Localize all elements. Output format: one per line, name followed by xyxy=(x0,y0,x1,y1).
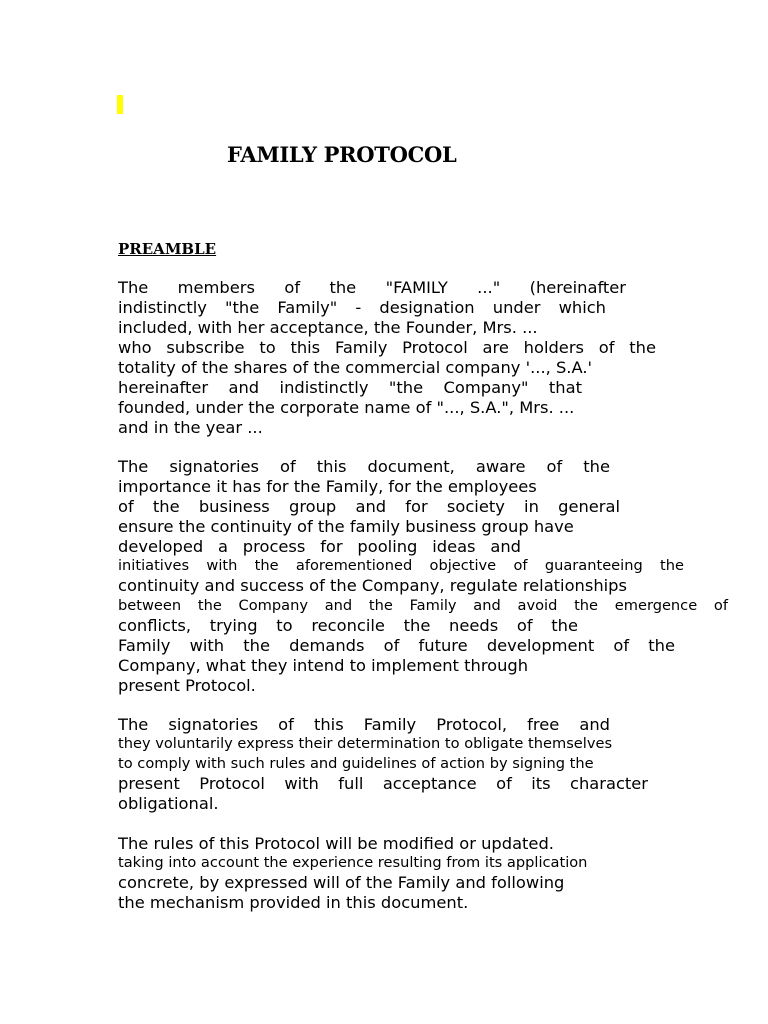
page-title: FAMILY PROTOCOL xyxy=(227,142,457,167)
body-line: and in the year ... xyxy=(118,418,263,437)
body-line: included, with her acceptance, the Founder, Mrs. ... xyxy=(118,318,538,337)
body-line: totality of the shares of the commercial company '..., S.A.' xyxy=(118,358,592,377)
body-line: to comply with such rules and guidelines of action by signing the xyxy=(118,755,594,772)
body-line: initiatives with the aforementioned objective of guaranteeing the xyxy=(118,557,684,574)
body-line: of the business group and for society in general xyxy=(118,497,620,516)
body-line: developed a process for pooling ideas and xyxy=(118,537,521,556)
body-line: indistinctly "the Family" - designation under which xyxy=(118,298,606,317)
body-line: present Protocol. xyxy=(118,676,256,695)
body-line: The rules of this Protocol will be modified or updated. xyxy=(118,834,554,853)
body-line: importance it has for the Family, for the employees xyxy=(118,477,537,496)
body-line: Family with the demands of future development of the xyxy=(118,636,675,655)
body-line: taking into account the experience resulting from its application xyxy=(118,854,588,871)
body-line: present Protocol with full acceptance of its character xyxy=(118,774,648,793)
body-line: The signatories of this document, aware of the xyxy=(118,457,610,476)
section-heading-preamble: PREAMBLE xyxy=(118,240,217,258)
body-line: conflicts, trying to reconcile the needs of the xyxy=(118,616,578,635)
body-line: they voluntarily express their determination to obligate themselves xyxy=(118,735,613,752)
body-line: the mechanism provided in this document. xyxy=(118,893,469,912)
body-line: who subscribe to this Family Protocol are holders of the xyxy=(118,338,656,357)
body-line: ensure the continuity of the family business group have xyxy=(118,517,574,536)
body-line: hereinafter and indistinctly "the Company" that xyxy=(118,378,582,397)
body-line: concrete, by expressed will of the Family and following xyxy=(118,873,565,892)
text-cursor-highlight xyxy=(117,95,123,114)
body-line: continuity and success of the Company, regulate relationships xyxy=(118,576,627,595)
body-line: Company, what they intend to implement through xyxy=(118,656,529,675)
body-line: between the Company and the Family and avoid the emergence of xyxy=(118,597,728,614)
body-line: The members of the "FAMILY ..." (hereinafter xyxy=(118,278,626,297)
body-line: founded, under the corporate name of "..., S.A.", Mrs. ... xyxy=(118,398,575,417)
body-line: The signatories of this Family Protocol, free and xyxy=(118,715,610,734)
body-line: obligational. xyxy=(118,794,219,813)
